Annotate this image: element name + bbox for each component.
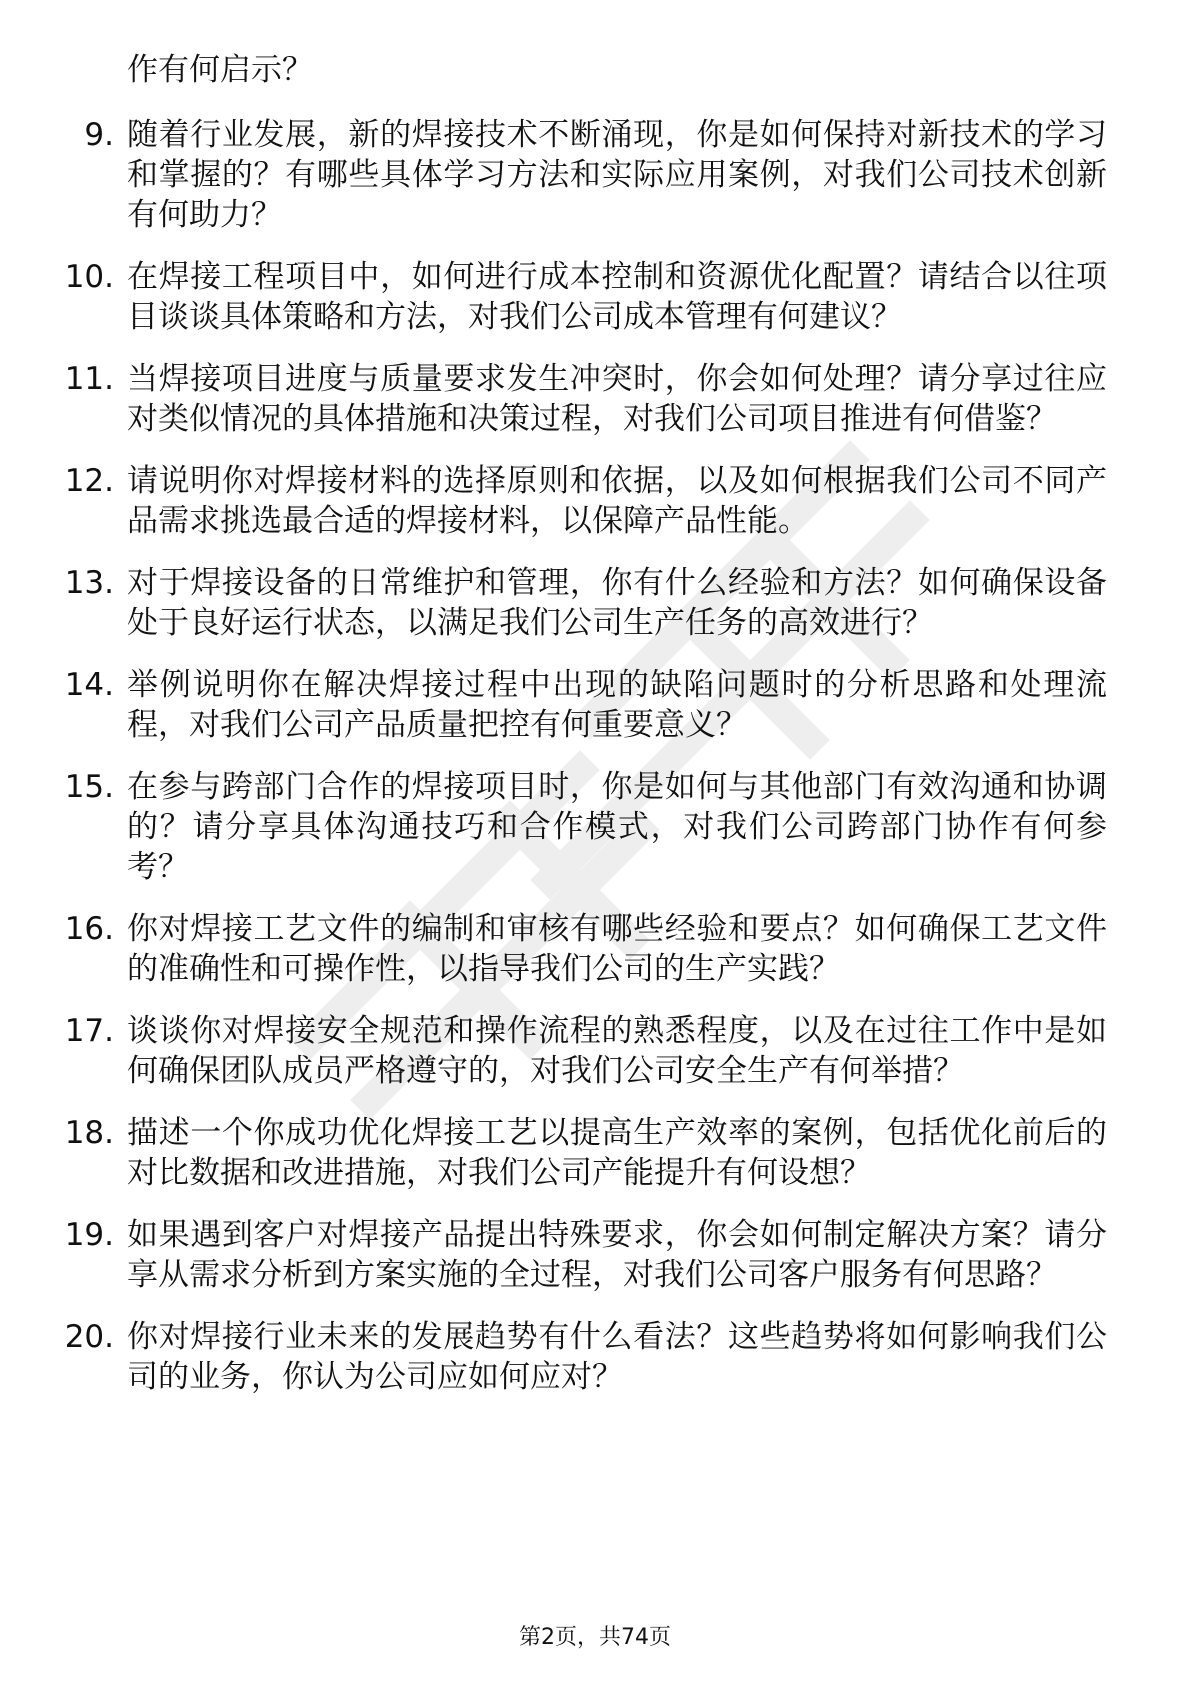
continuation-text: 作有何启示？ (127, 52, 313, 88)
question-item (0, 359, 1190, 439)
question-text: 如果遇到客户对焊接产品提出特殊要求，你会如何制定解决方案？请分享从需求分析到方案实施的全过程，对我们公司客户服务有何思路？ (127, 1217, 1107, 1293)
question-number: 17. (64, 1013, 114, 1049)
question-number: 13. (64, 565, 114, 601)
question-number: 11. (64, 361, 114, 397)
question-number: 16. (64, 911, 114, 947)
question-text: 举例说明你在解决焊接过程中出现的缺陷问题时的分析思路和处理流程，对我们公司产品质量把控有何重要意义？ (127, 667, 1107, 743)
question-text: 描述一个你成功优化焊接工艺以提高生产效率的案例，包括优化前后的对比数据和改进措施，对我们公司产能提升有何设想？ (127, 1115, 1107, 1191)
question-text: 当焊接项目进度与质量要求发生冲突时，你会如何处理？请分享过往应对类似情况的具体措施和决策过程，对我们公司项目推进有何借鉴？ (127, 361, 1107, 437)
question-item (0, 1215, 1190, 1295)
page-number-label: 第2页，共74页 (519, 1625, 671, 1650)
question-text: 在参与跨部门合作的焊接项目时，你是如何与其他部门有效沟通和协调的？请分享具体沟通技巧和合作模式，对我们公司跨部门协作有何参考？ (127, 769, 1107, 885)
question-text: 对于焊接设备的日常维护和管理，你有什么经验和方法？如何确保设备处于良好运行状态，以满足我们公司生产任务的高效进行？ (127, 565, 1107, 641)
question-number: 14. (64, 667, 114, 703)
page-footer (0, 1624, 1190, 1652)
question-number: 12. (64, 463, 114, 499)
question-number: 18. (64, 1115, 114, 1151)
question-text: 在焊接工程项目中，如何进行成本控制和资源优化配置？请结合以往项目谈谈具体策略和方法，对我们公司成本管理有何建议？ (127, 259, 1107, 335)
question-number: 9. (84, 117, 114, 153)
question-item (0, 1317, 1190, 1397)
question-number: 10. (64, 259, 114, 295)
question-item (0, 563, 1190, 643)
question-text: 谈谈你对焊接安全规范和操作流程的熟悉程度，以及在过往工作中是如何确保团队成员严格遵守的，对我们公司安全生产有何举措？ (127, 1013, 1107, 1089)
question-number: 15. (64, 769, 114, 805)
question-text: 随着行业发展，新的焊接技术不断涌现，你是如何保持对新技术的学习和掌握的？有哪些具体学习方法和实际应用案例，对我们公司技术创新有何助力？ (127, 117, 1107, 233)
question-item (0, 665, 1190, 745)
question-text: 请说明你对焊接材料的选择原则和依据，以及如何根据我们公司不同产品需求挑选最合适的焊接材料，以保障产品性能。 (127, 463, 1107, 539)
question-number: 20. (64, 1319, 114, 1355)
question-item (0, 257, 1190, 337)
question-number: 19. (64, 1217, 114, 1253)
question-list (0, 115, 1190, 1419)
question-item (0, 767, 1190, 887)
question-text: 你对焊接行业未来的发展趋势有什么看法？这些趋势将如何影响我们公司的业务，你认为公司应如何应对？ (127, 1319, 1107, 1395)
question-item (0, 461, 1190, 541)
question-item (0, 1113, 1190, 1193)
question-item (0, 1011, 1190, 1091)
question-item (0, 115, 1190, 235)
question-text: 你对焊接工艺文件的编制和审核有哪些经验和要点？如何确保工艺文件的准确性和可操作性，以指导我们公司的生产实践？ (127, 911, 1107, 987)
question-item (0, 909, 1190, 989)
